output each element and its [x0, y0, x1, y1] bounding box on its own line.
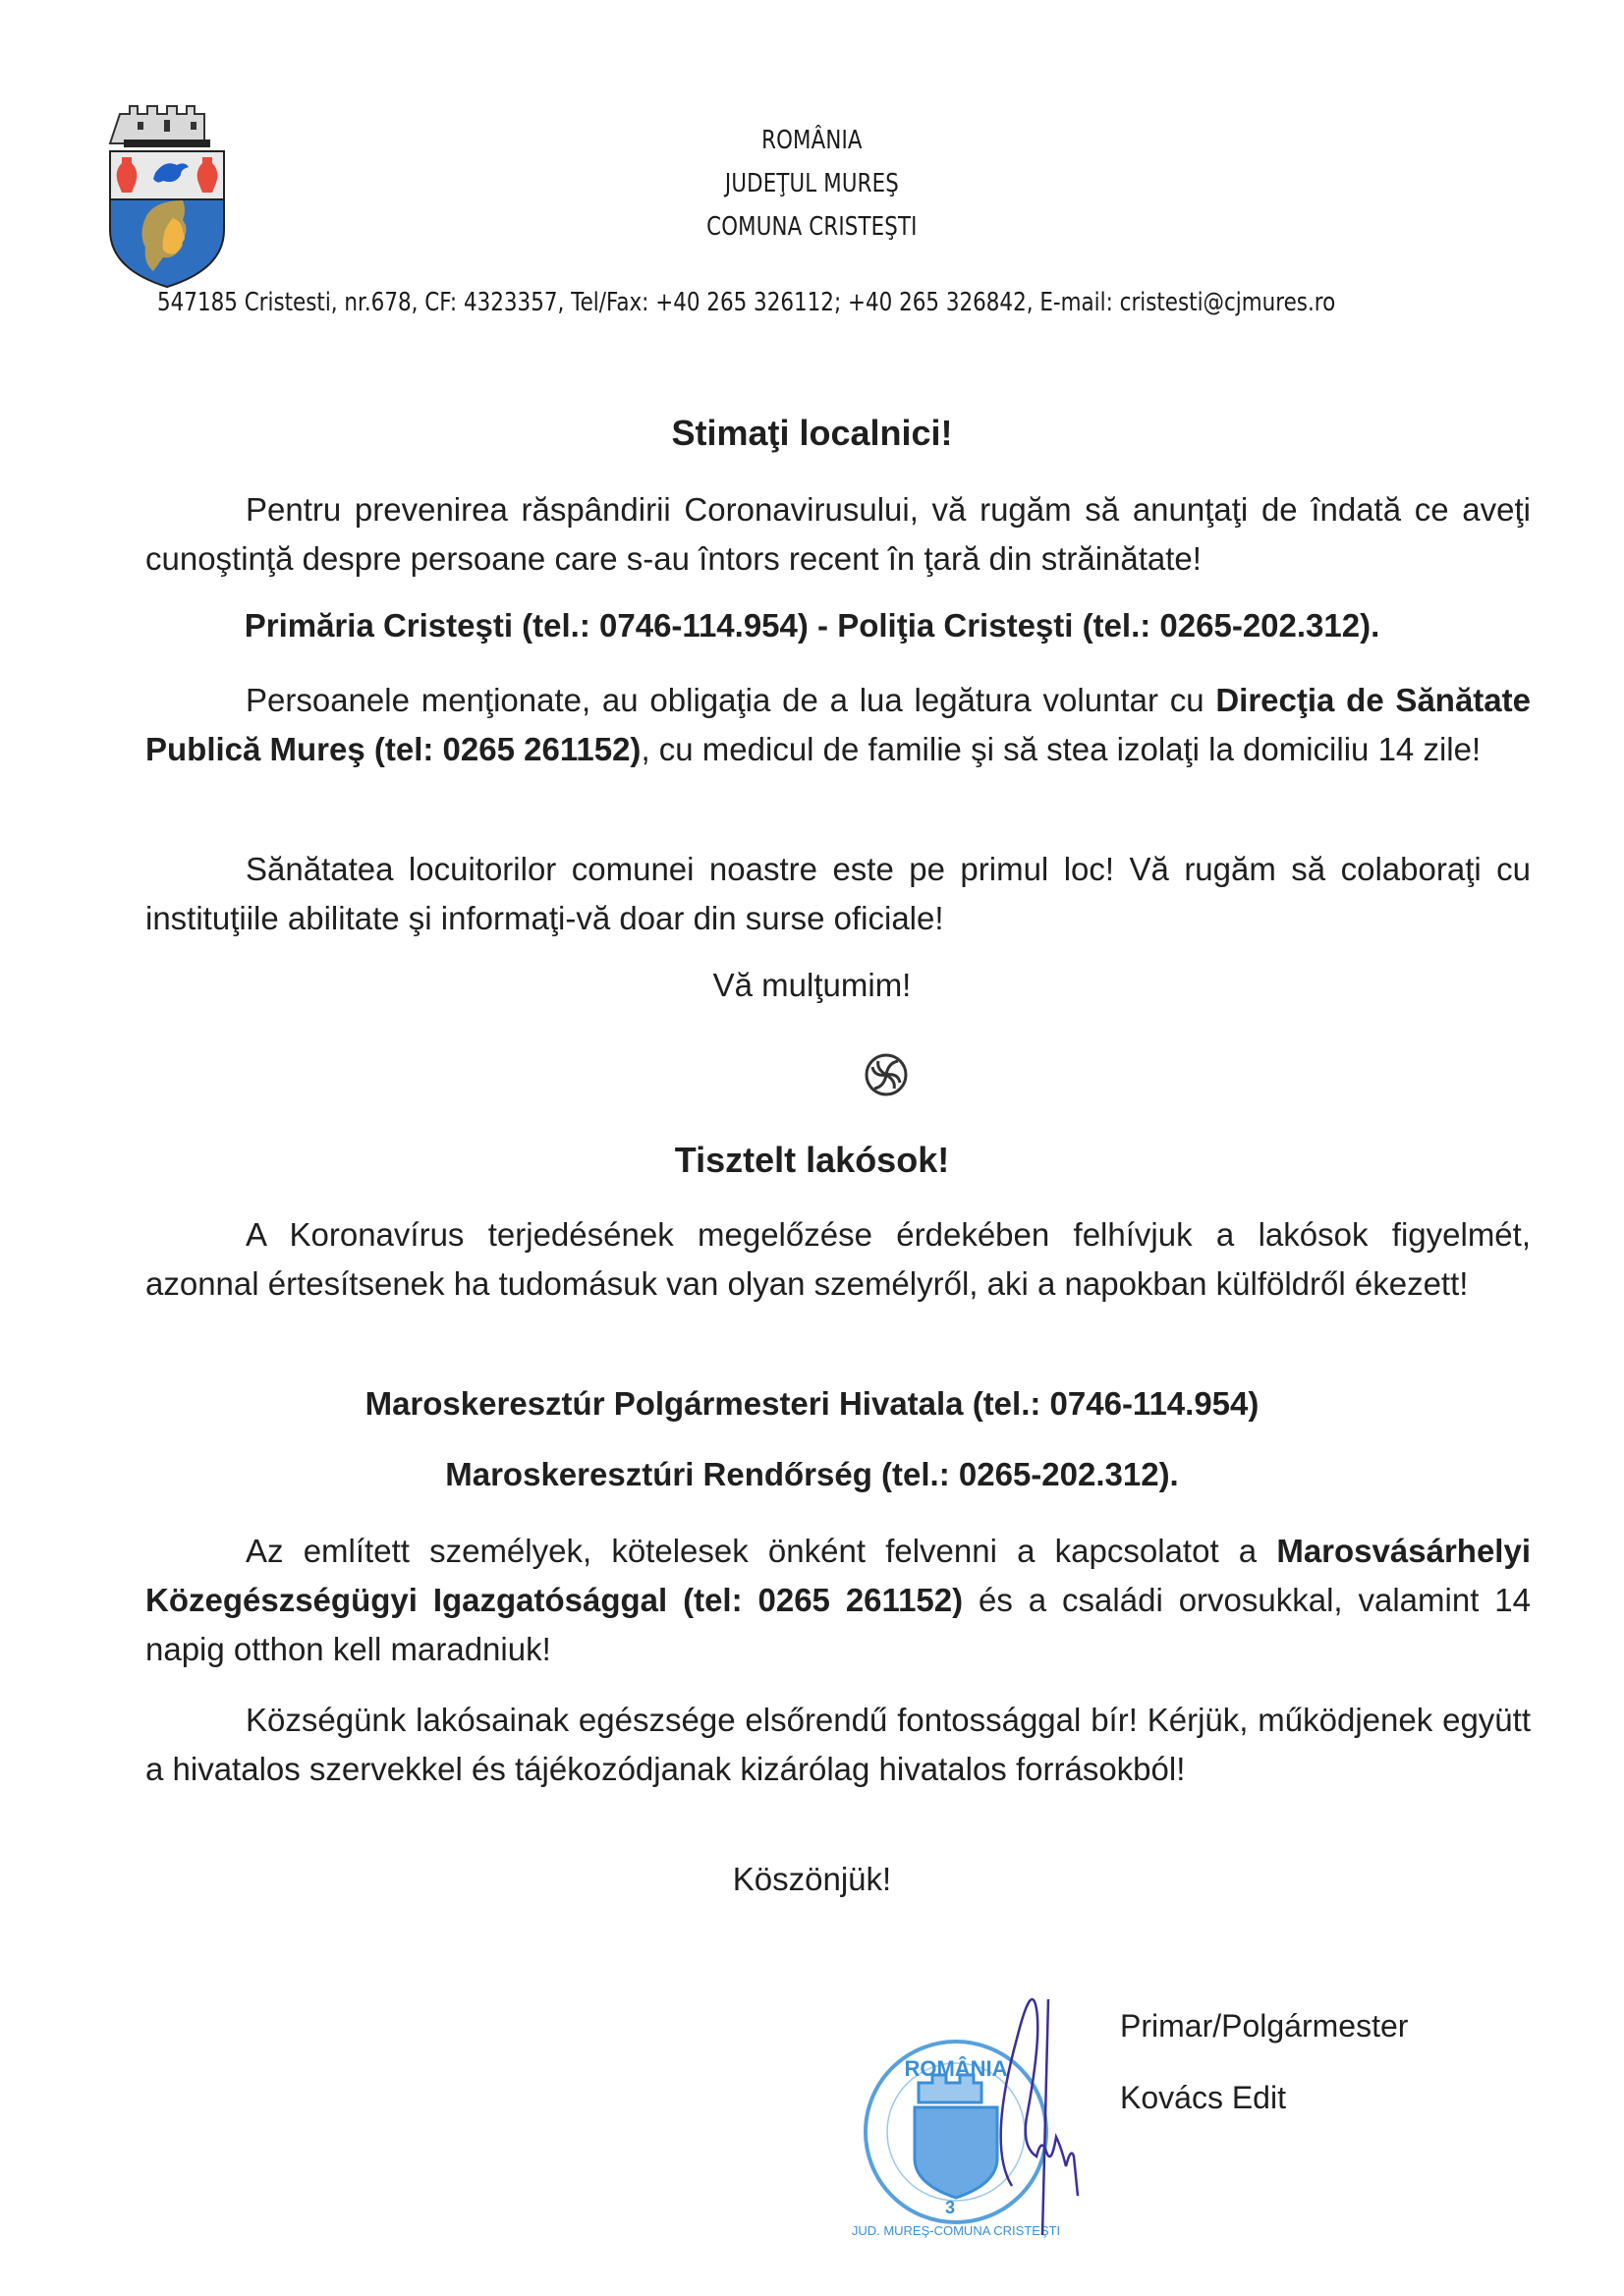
romanian-paragraph-2 [145, 676, 1531, 774]
hungarian-contact-police: Maroskeresztúri Rendőrség (tel.: 0265-202.312). [445, 1456, 1179, 1492]
romanian-p2-health-directorate: Direcţia de Sănătate Publică Mureş (tel: 0265 261152) [145, 682, 1531, 767]
romanian-paragraph-1 [145, 485, 1531, 584]
hungarian-contact-mayor-office: Maroskeresztúr Polgármesteri Hivatala (tel.: 0746-114.954) [364, 1385, 1260, 1422]
hungarian-p1-text: A Koronavírus terjedésének megelőzése érdekében felhívjuk a lakósok figyelmét, azonnal értesítsenek ha tudomásuk van olyan személyről, aki a napokban külföldről ékezett! [145, 1216, 1531, 1302]
header-country: ROMÂNIA [761, 126, 863, 155]
romanian-title: Stimaţi localnici! [671, 413, 953, 453]
header-address: 547185 Cristesti, nr.678, CF: 4323357, Tel/Fax: +40 265 326112; +40 265 326842, E-mail: cristesti@cjmures.ro [157, 288, 1336, 317]
signatory-name: Kovács Edit [1120, 2080, 1286, 2115]
hungarian-p2-end: és a családi orvosukkal, valamint 14 napig otthon kell maradniuk! [145, 1582, 1531, 1667]
signatory-role: Primar/Polgármester [1120, 2008, 1409, 2044]
romanian-contacts: Primăria Cristeşti (tel.: 0746-114.954) - Poliţia Cristeşti (tel.: 0265-202.312). [244, 607, 1380, 644]
hungarian-title: Tisztelt lakósok! [674, 1140, 950, 1180]
stamp-top-text: ROMÂNIA [904, 2056, 1008, 2081]
romanian-p2-end: , cu medicul de familie şi să stea izolaţi la domiciliu 14 zile! [641, 731, 1482, 767]
romanian-p2-start: Persoanele menţionate, au obligaţia de a lua legătura voluntar cu [246, 682, 1216, 718]
hungarian-thanks: Köszönjük! [732, 1861, 892, 1897]
hungarian-paragraph-3 [145, 1696, 1531, 1794]
header-county: JUDEŢUL MUREŞ [724, 169, 899, 198]
romanian-p1-text: Pentru prevenirea răspândirii Coronavirusului, vă rugăm să anunţaţi de îndată ce aveţi cunoştinţă despre persoane care s-au întors recent în ţară din străinătate! [145, 491, 1531, 577]
stamp-number: 3 [944, 2198, 956, 2217]
signature-stroke [1001, 1999, 1078, 2235]
romanian-paragraph-3 [145, 845, 1531, 943]
swirl-ornament-icon [863, 1051, 910, 1098]
hungarian-p2-health-directorate: Marosvásárhelyi Közegészségügyi Igazgatósággal (tel: 0265 261152) [145, 1533, 1531, 1618]
hungarian-paragraph-1 [145, 1210, 1531, 1309]
romanian-p3-text: Sănătatea locuitorilor comunei noastre este pe primul loc! Vă rugăm să colaboraţi cu instituţiile abilitate şi informaţi-vă doar din surse oficiale! [145, 851, 1531, 936]
hungarian-p3-text: Községünk lakósainak egészsége elsőrendű fontossággal bír! Kérjük, működjenek együtt a hivatalos szervekkel és tájékozódjanak kizárólag hivatalos forrásokból! [145, 1702, 1531, 1787]
stamp-bottom-text: JUD. MUREŞ-COMUNA CRISTEŞTI [851, 2223, 1061, 2238]
romanian-thanks: Vă mulţumim! [712, 967, 912, 1003]
hungarian-paragraph-2 [145, 1527, 1531, 1674]
official-stamp-icon [840, 1940, 1164, 2265]
header-commune: COMUNA CRISTEŞTI [706, 212, 918, 242]
hungarian-p2-start: Az említett személyek, kötelesek önként felvenni a kapcsolatot a [246, 1533, 1277, 1569]
